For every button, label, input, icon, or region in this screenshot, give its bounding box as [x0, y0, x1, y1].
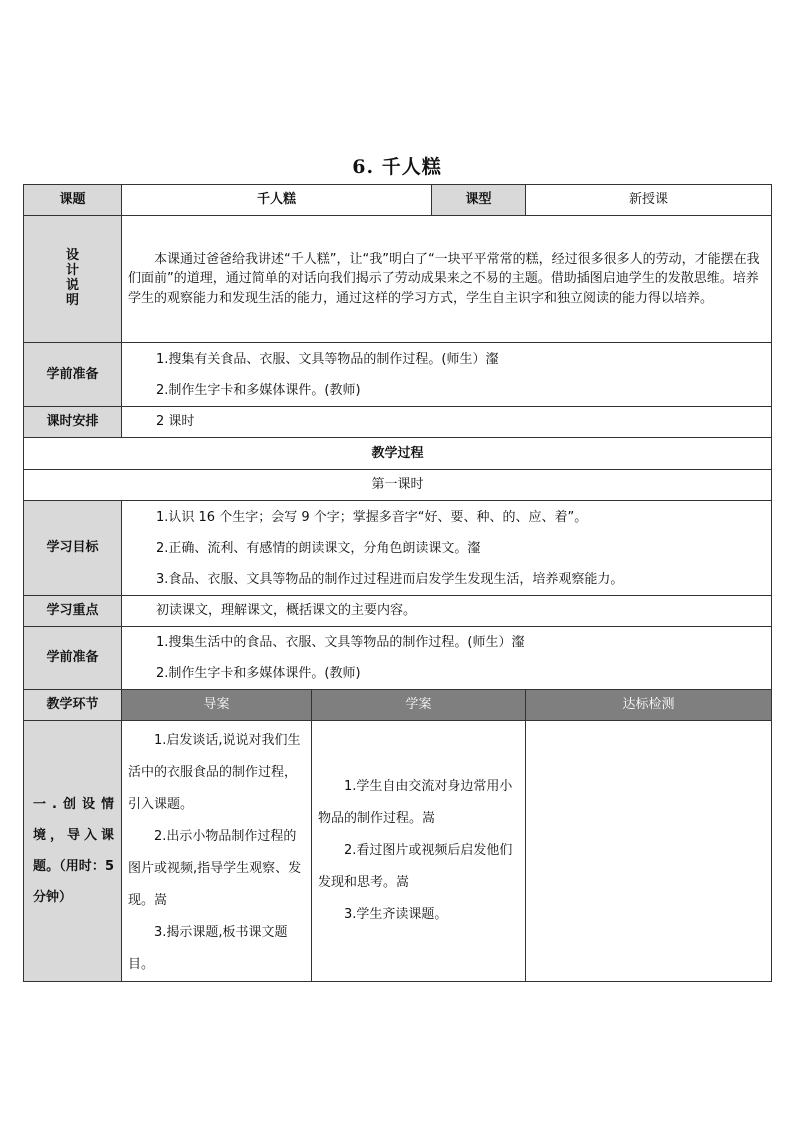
- focus-value: 初读课文，理解课文，概括课文的主要内容。: [156, 603, 417, 619]
- prep2-item: 1.搜集生活中的食品、衣服、文具等物品的制作过程。(师生）瀣: [156, 635, 525, 650]
- goal-item: 3.食品、衣服、文具等物品的制作过过程进而启发学生发现生活，培养观察能力。: [156, 571, 624, 587]
- goal-item: 1.认识 16 个生字；会写 9 个字；掌握多音字“好、要、种、的、应、着”。: [156, 509, 588, 525]
- prep2-item: 2.制作生字卡和多媒体课件。(教师): [156, 666, 361, 681]
- schedule-label: 课时安排: [24, 407, 122, 438]
- header-row: [24, 185, 772, 216]
- page-title: 6. 千人糕: [352, 156, 442, 178]
- focus-row: [24, 596, 772, 627]
- prep2-row: [24, 627, 772, 690]
- prep-row: [24, 343, 772, 407]
- prep2-label: 学前准备: [24, 627, 122, 690]
- goals-row: [24, 501, 772, 596]
- process-title-row: [24, 438, 772, 470]
- lesson-title-row: [24, 470, 772, 501]
- goal-item: 2.正确、流利、有感情的朗读课文，分角色朗读课文。瀣: [156, 540, 481, 556]
- stage1-guide-item: 2.出示小物品制作过程的图片或视频,指导学生观察、发现。嵩: [128, 829, 302, 908]
- stage1-check: [526, 721, 772, 982]
- prep-item: 2.制作生字卡和多媒体课件。(教师): [156, 382, 361, 398]
- type-value: 新授课: [526, 185, 772, 216]
- topic-label: 课题: [24, 185, 122, 216]
- stage-column-label: 教学环节: [24, 690, 122, 721]
- goals-label: 学习目标: [24, 501, 122, 596]
- stage1-name: 一.创设情境，导入课题。（用时：5分钟）: [33, 797, 114, 905]
- study-column-header: 学案: [312, 690, 526, 721]
- focus-label: 学习重点: [24, 596, 122, 627]
- prep-label: 学前准备: [24, 343, 122, 407]
- topic-value: 千人糕: [122, 185, 432, 216]
- stage1-guide-item: 3.揭示课题,板书课文题目。: [128, 925, 288, 972]
- type-label: 课型: [432, 185, 526, 216]
- check-column-header: 达标检测: [526, 690, 772, 721]
- design-text: 本课通过爸爸给我讲述“千人糕”，让“我”明白了“一块平平常常的糕，经过很多很多人的劳动，才能摆在我们面前”的道理，通过简单的对话向我们揭示了劳动成果来之不易的主题。借助插图启迪学生的发散思维。培养学生的观察能力和发现生活的能力，通过这样的学习方式，学生自主识字和独立阅读的能力得以培养。: [122, 216, 772, 343]
- stage1-study-item: 3.学生齐读课题。: [344, 907, 448, 922]
- stage1-study-item: 2.看过图片或视频后启发他们发现和思考。嵩: [318, 843, 513, 890]
- design-row: [24, 216, 772, 343]
- stage1-guide-item: 1.启发谈话,说说对我们生活中的衣服食品的制作过程，引入课题。: [128, 733, 301, 812]
- schedule-row: [24, 407, 772, 438]
- stage1-row: [24, 721, 772, 982]
- schedule-value: 2 课时: [156, 414, 195, 430]
- process-title: 教学过程: [24, 438, 772, 470]
- prep-item: 1.搜集有关食品、衣服、文具等物品的制作过程。(师生）瀣: [156, 351, 499, 367]
- lesson-plan-table: [23, 184, 772, 982]
- stage1-study-item: 1.学生自由交流对身边常用小物品的制作过程。嵩: [318, 779, 513, 826]
- columns-row: [24, 690, 772, 721]
- lesson-title: 第一课时: [24, 470, 772, 501]
- guide-column-header: 导案: [122, 690, 312, 721]
- design-label: 设计说明: [65, 247, 79, 308]
